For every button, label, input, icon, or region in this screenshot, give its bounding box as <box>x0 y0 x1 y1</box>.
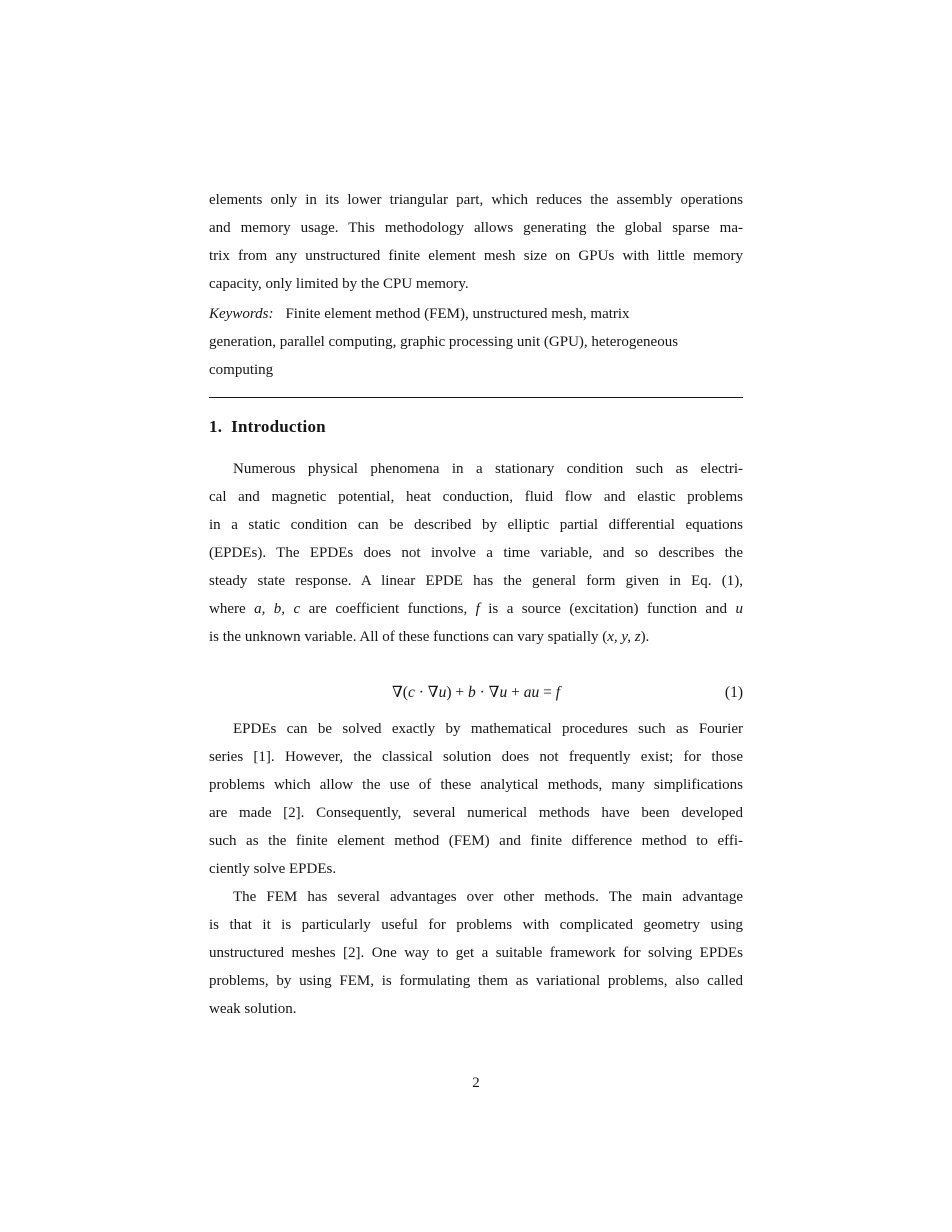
text-line <box>209 567 743 595</box>
text-segment: is a source (excitation) function and <box>479 601 736 617</box>
section-title: Introduction <box>231 417 326 436</box>
keywords-paragraph <box>209 300 743 384</box>
text-line <box>209 455 743 483</box>
text-line <box>209 511 743 539</box>
text-segment: a, b, c <box>254 601 301 617</box>
text-segment: ciently solve EPDEs. <box>209 861 337 877</box>
section-heading <box>209 413 743 441</box>
text-line <box>209 328 743 356</box>
text-segment: weak solution. <box>209 1001 297 1017</box>
text-segment: · ∇ <box>475 684 500 701</box>
text-segment: x, y, z <box>607 629 641 645</box>
text-segment: elements only in its lower triangular part, which reduces the assembly operations <box>209 192 743 208</box>
text-segment: are made [2]. Consequently, several numerical methods have been developed <box>209 805 743 821</box>
text-segment: The FEM has several advantages over other methods. The main advantage <box>233 889 743 905</box>
text-line <box>209 827 743 855</box>
text-segment: EPDEs can be solved exactly by mathematical procedures such as Fourier <box>233 721 743 737</box>
abstract-closing-paragraph <box>209 186 743 298</box>
text-line <box>209 539 743 567</box>
text-line <box>209 799 743 827</box>
text-line <box>209 771 743 799</box>
equation-formula <box>392 684 560 701</box>
text-segment: u <box>735 601 743 617</box>
text-line <box>209 911 743 939</box>
text-segment: where <box>209 601 255 617</box>
text-segment: are coefficient functions, <box>300 601 476 617</box>
text-segment: problems which allow the use of these analytical methods, many simplifications <box>209 777 743 793</box>
text-line <box>209 623 743 651</box>
text-segment: in a static condition can be described by elliptic partial differential equations <box>209 517 743 533</box>
intro-paragraph-2 <box>209 715 743 883</box>
text-segment: au <box>523 684 540 701</box>
text-segment: · ∇ <box>414 684 439 701</box>
text-segment: Finite element method (FEM), unstructured mesh, matrix <box>285 306 630 322</box>
text-segment: ∇( <box>391 684 408 701</box>
text-line <box>209 995 743 1023</box>
text-segment: generation, parallel computing, graphic processing unit (GPU), heterogeneous <box>209 334 679 350</box>
text-line <box>209 967 743 995</box>
text-segment: series [1]. However, the classical solution does not frequently exist; for those <box>209 749 743 765</box>
text-line <box>209 939 743 967</box>
text-line <box>209 356 743 384</box>
text-segment: c <box>407 684 415 701</box>
text-line <box>209 715 743 743</box>
page-number: 2 <box>472 1075 480 1091</box>
text-segment: capacity, only limited by the CPU memory. <box>209 276 469 292</box>
text-line <box>209 883 743 911</box>
keywords-divider <box>209 397 743 398</box>
text-segment: = <box>539 684 556 701</box>
text-segment: is that it is particularly useful for problems with complicated geometry using <box>209 917 743 933</box>
text-line <box>209 743 743 771</box>
text-segment: u <box>499 684 508 701</box>
text-line <box>209 214 743 242</box>
intro-paragraph-1 <box>209 455 743 651</box>
text-segment: ). <box>640 629 650 645</box>
section-number: 1. <box>209 417 223 436</box>
text-segment: Keywords: <box>209 306 274 322</box>
text-segment: f <box>555 684 561 701</box>
text-line <box>209 595 743 623</box>
equation-1 <box>209 679 743 707</box>
text-line <box>209 270 743 298</box>
text-line <box>209 242 743 270</box>
intro-paragraph-3 <box>209 883 743 1023</box>
text-segment: unstructured meshes [2]. One way to get a suitable framework for solving EPDEs <box>209 945 743 961</box>
text-segment: problems, by using FEM, is formulating them as variational problems, also called <box>209 973 743 989</box>
text-line <box>209 855 743 883</box>
text-segment: steady state response. A linear EPDE has the general form given in Eq. (1), <box>209 573 743 589</box>
text-segment: u <box>438 684 447 701</box>
text-segment: and memory usage. This methodology allows generating the global sparse ma- <box>209 220 743 236</box>
text-segment: b <box>467 684 476 701</box>
text-segment: such as the finite element method (FEM) and finite difference method to effi- <box>209 833 743 849</box>
text-segment: Numerous physical phenomena in a stationary condition such as electri- <box>233 461 743 477</box>
text-segment: + <box>507 684 524 701</box>
text-segment: (EPDEs). The EPDEs does not involve a time variable, and so describes the <box>209 545 743 561</box>
text-line <box>209 483 743 511</box>
text-line <box>209 186 743 214</box>
text-segment: computing <box>209 362 274 378</box>
text-segment: cal and magnetic potential, heat conduction, fluid flow and elastic problems <box>209 489 743 505</box>
text-segment: f <box>475 601 480 617</box>
equation-number: (1) <box>724 684 743 701</box>
text-segment: ) + <box>446 684 468 701</box>
text-segment: trix from any unstructured finite element mesh size on GPUs with little memory <box>209 248 743 264</box>
text-column <box>209 186 743 1023</box>
text-line <box>209 300 743 328</box>
text-segment: is the unknown variable. All of these functions can vary spatially ( <box>209 629 608 645</box>
